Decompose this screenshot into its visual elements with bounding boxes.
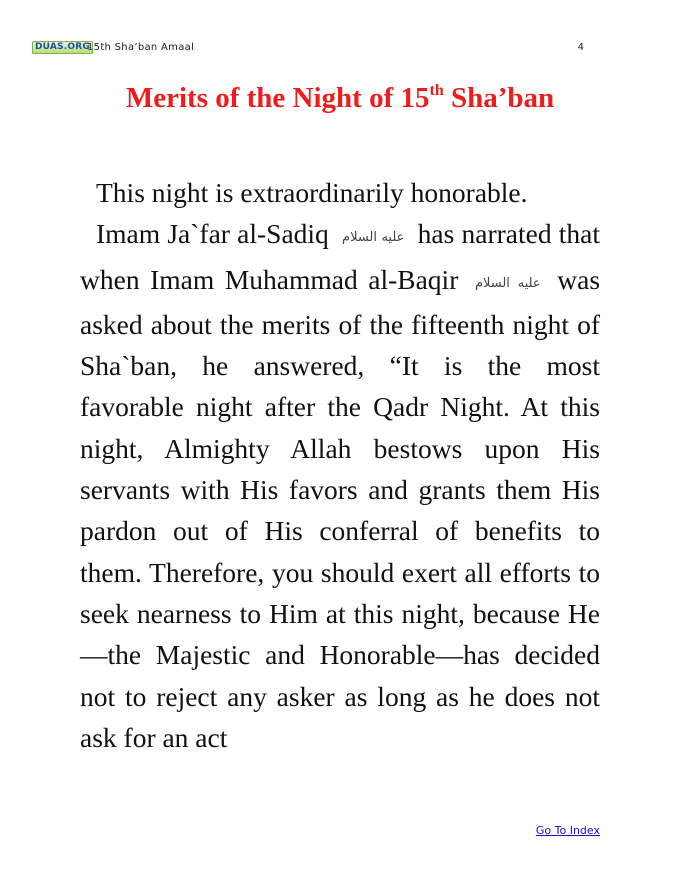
honorific-arabic: عليه السلام [342, 230, 405, 246]
lead-paragraph: This night is extraordinarily honorable. [96, 177, 528, 208]
go-to-index-link[interactable]: Go To Index [535, 824, 600, 837]
narration-rest: was asked about the merits of the fifteenth night of Sha`ban, he answered, “It is the most favorable night after the Qadr Night. At this night, Almighty Allah bestows upon His servants with His favors and grants them His pardon out of His conferral of benefits to them. Therefore, you should exert all efforts to seek nearness to Him at this night, because He—the Majestic and Honorable—has decided not to reject any asker as long as he does not ask for an act [80, 263, 601, 753]
title-main: Merits of the Night of 15 [125, 82, 430, 114]
title-suffix: Sha’ban [443, 82, 555, 114]
header-title: 15th Sha’ban Amaal [87, 42, 195, 53]
body-text [80, 172, 600, 758]
page-title [0, 82, 680, 115]
narration-paragraph [80, 213, 600, 758]
honorific-arabic: عليه السلام [474, 275, 541, 291]
narration-mid: has narrated that when Imam Muhammad al-Baqir [80, 218, 601, 295]
title-superscript: th [429, 82, 444, 99]
page-header [32, 38, 652, 58]
narration-start: Imam Ja`far al-Sadiq [96, 218, 329, 250]
logo-text: DUAS.ORG [32, 41, 93, 54]
page-number: 4 [577, 42, 584, 53]
duas-logo [32, 40, 90, 54]
